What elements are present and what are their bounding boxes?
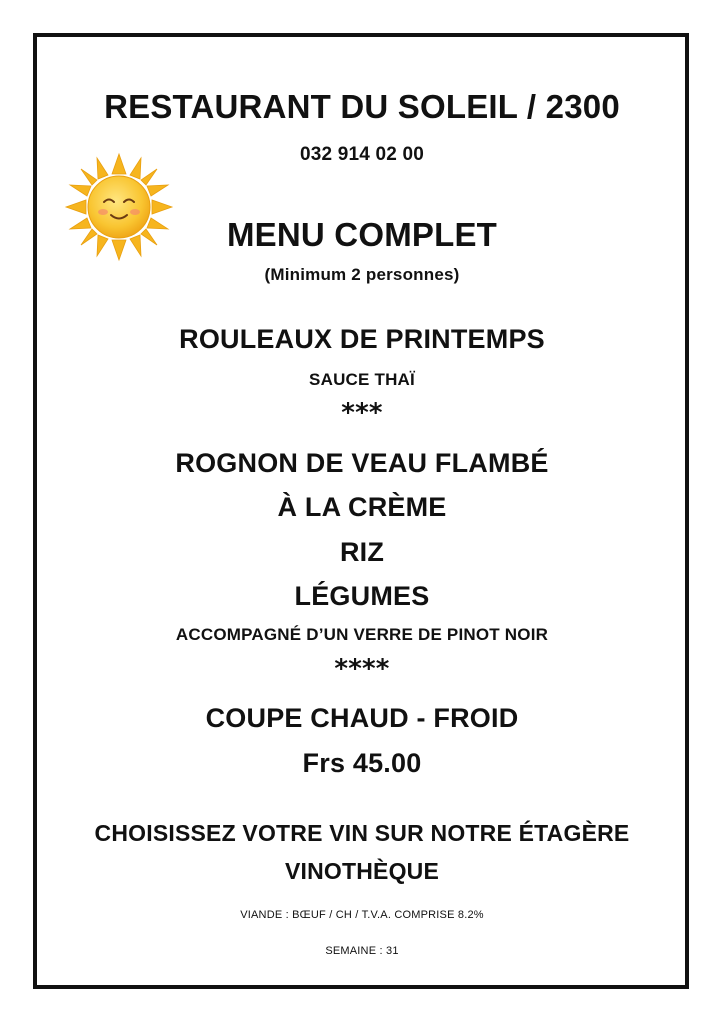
- week-number: SEMAINE : 31: [325, 945, 399, 957]
- menu-price: Frs 45.00: [302, 748, 422, 778]
- course-separator: ****: [334, 654, 390, 684]
- wine-selection-line-1: CHOISISSEZ VOTRE VIN SUR NOTRE ÉTAGÈRE: [94, 820, 630, 846]
- starter-sauce: SAUCE THAÏ: [309, 370, 415, 389]
- phone-number: 032 914 02 00: [299, 144, 425, 165]
- menu-title: MENU COMPLET: [226, 216, 498, 253]
- menu-subtitle: (Minimum 2 personnes): [264, 265, 460, 284]
- starter-dish: ROULEAUX DE PRINTEMPS: [179, 324, 545, 354]
- meat-origin-vat-note: VIANDE : BŒUF / CH / T.V.A. COMPRISE 8.2%: [240, 909, 484, 921]
- restaurant-name: RESTAURANT DU SOLEIL / 2300: [104, 88, 620, 125]
- side-dish-rice: RIZ: [339, 537, 385, 567]
- wine-selection-line-2: VINOTHÈQUE: [284, 858, 440, 884]
- side-dish-vegetables: LÉGUMES: [294, 581, 430, 611]
- main-dish-line-2: À LA CRÈME: [277, 492, 447, 522]
- course-separator: ***: [341, 398, 383, 428]
- dessert-dish: COUPE CHAUD - FROID: [205, 703, 519, 733]
- main-dish-line-1: ROGNON DE VEAU FLAMBÉ: [175, 448, 549, 478]
- wine-pairing-note: ACCOMPAGNÉ D’UN VERRE DE PINOT NOIR: [175, 625, 549, 644]
